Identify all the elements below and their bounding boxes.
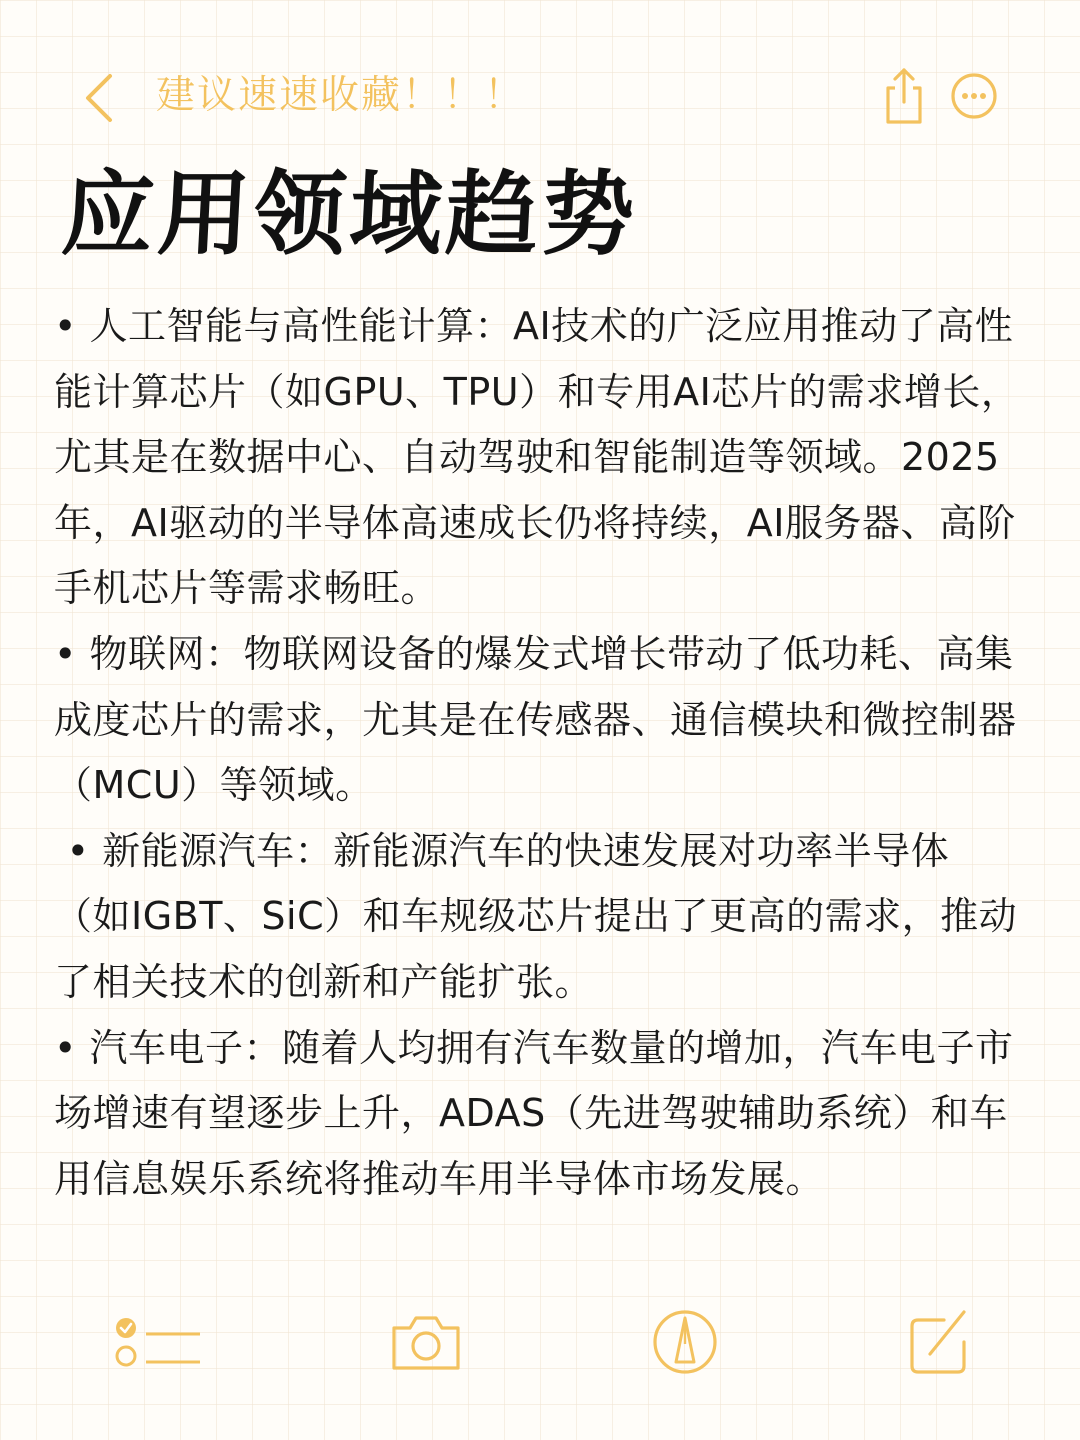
paragraph-nev: • 新能源汽车：新能源汽车的快速发展对功率半导体（如IGBT、SiC）和车规级芯片提出了更高的需求，推动了相关技术的创新和产能扩张。 <box>54 828 1018 1004</box>
share-icon <box>878 64 928 126</box>
checklist-icon <box>110 1306 206 1378</box>
chevron-left-icon <box>74 62 130 130</box>
more-icon <box>948 70 1000 122</box>
bottom-toolbar <box>0 1300 1080 1390</box>
share-button[interactable] <box>878 64 928 126</box>
markup-button[interactable] <box>650 1306 720 1378</box>
checklist-button[interactable] <box>110 1306 206 1378</box>
more-button[interactable] <box>948 70 1000 122</box>
nav-title: 建议速速收藏！！！ <box>156 73 526 118</box>
note-title: 应用领域趋势 <box>59 161 641 268</box>
paragraph-auto-electronics: • 汽车电子：随着人均拥有汽车数量的增加，汽车电子市场增速有望逐步上升，ADAS（先进驾驶辅助系统）和车用信息娱乐系统将推动车用半导体市场发展。 <box>54 1025 1014 1201</box>
camera-button[interactable] <box>386 1306 466 1378</box>
paragraph-ai-hpc: • 人工智能与高性能计算：AI技术的广泛应用推动了高性能计算芯片（如GPU、TPU）和专用AI芯片的需求增长，尤其是在数据中心、自动驾驶和智能制造等领域。2025年，AI驱动的半导体高速成长仍将持续，AI服务器、高阶手机芯片等需求畅旺。 <box>54 304 1020 611</box>
compose-button[interactable] <box>906 1306 972 1378</box>
compose-icon <box>906 1306 972 1378</box>
camera-icon <box>386 1306 466 1378</box>
top-nav-bar <box>0 58 1080 134</box>
back-button[interactable] <box>74 62 130 130</box>
note-body[interactable] <box>54 294 1024 1212</box>
paragraph-iot: • 物联网：物联网设备的爆发式增长带动了低功耗、高集成度芯片的需求，尤其是在传感器、通信模块和微控制器（MCU）等领域。 <box>54 631 1017 808</box>
markup-pen-icon <box>650 1306 720 1378</box>
